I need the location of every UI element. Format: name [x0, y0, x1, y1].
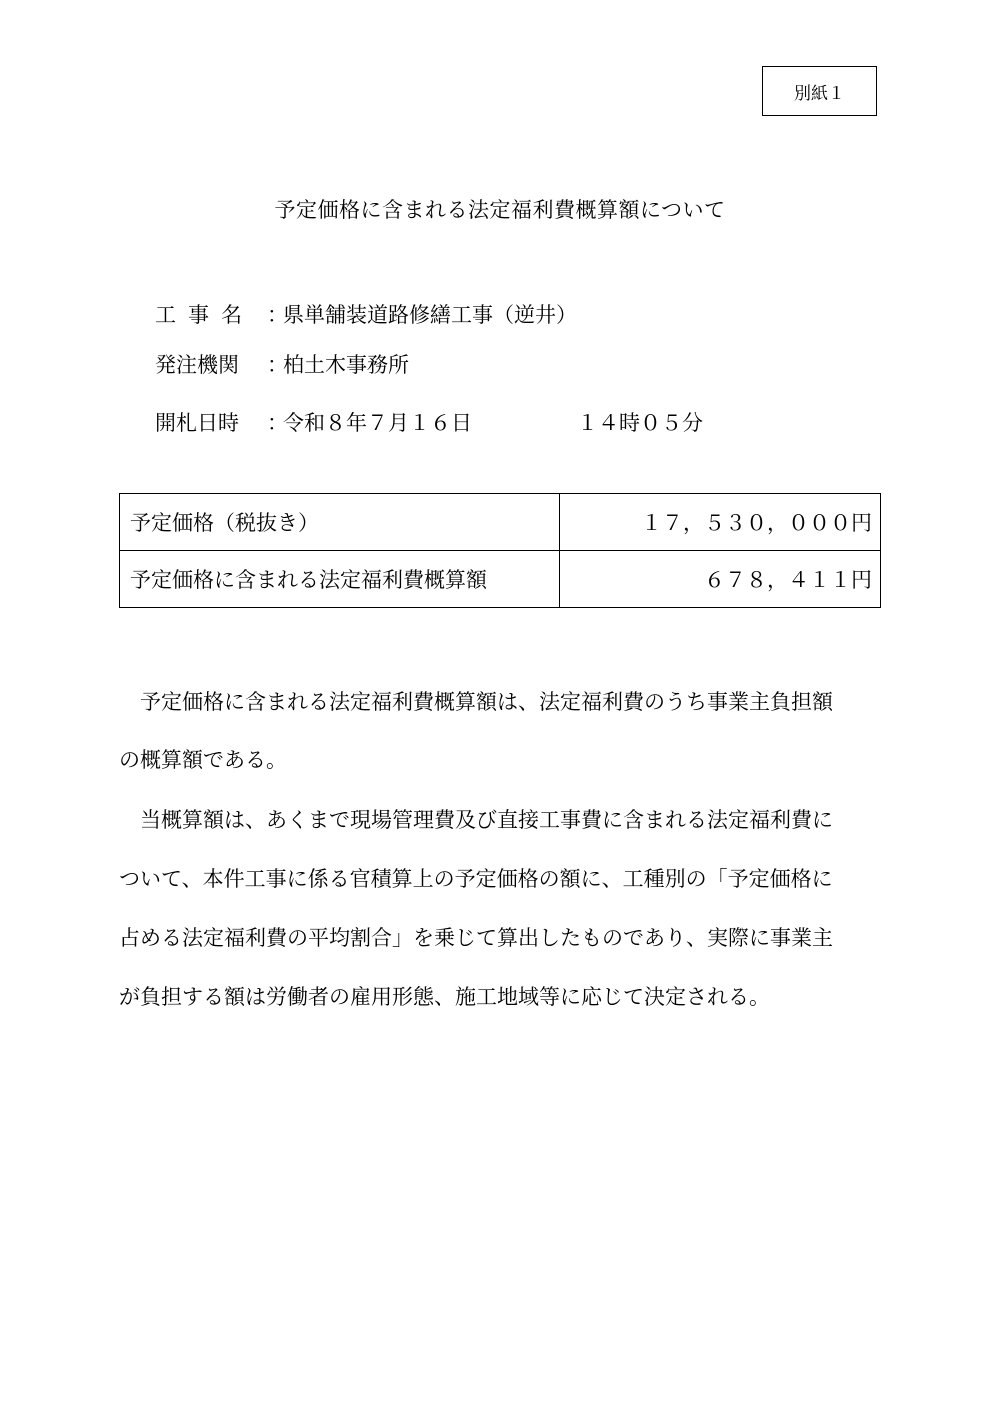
table-row [120, 551, 881, 608]
welfare-cost-value: ６７８，４１１円 [560, 551, 881, 608]
welfare-cost-label: 予定価格に含まれる法定福利費概算額 [120, 551, 560, 608]
bid-opening-date: 令和８年７月１６日 [283, 411, 472, 435]
bid-opening-label: 開札日時 [155, 411, 239, 435]
ordering-agency-value: 柏土木事務所 [283, 353, 409, 377]
ordering-agency-colon: ： [267, 353, 288, 377]
document-title: 予定価格に含まれる法定福利費概算額について [274, 198, 726, 222]
ordering-agency-label: 発注機関 [155, 353, 239, 377]
bid-opening-colon: ： [267, 411, 288, 435]
estimated-price-label: 予定価格（税抜き） [120, 494, 560, 551]
table-row [120, 494, 881, 551]
paragraph-line: 当概算額は、あくまで現場管理費及び直接工事費に含まれる法定福利費に [119, 808, 833, 832]
price-table [119, 493, 881, 608]
bid-opening-time: １４時０５分 [577, 411, 703, 435]
paragraph-line: 予定価格に含まれる法定福利費概算額は、法定福利費のうち事業主負担額 [119, 690, 833, 714]
project-name-colon: ： [267, 303, 288, 327]
attachment-label: 別紙１ [762, 66, 877, 116]
paragraph-line: が負担する額は労働者の雇用形態、施工地域等に応じて決定される。 [119, 985, 770, 1009]
project-name-label: 工事名 [155, 303, 254, 327]
paragraph-line: の概算額である。 [119, 748, 287, 772]
paragraph-line: 占める法定福利費の平均割合」を乗じて算出したものであり、実際に事業主 [119, 926, 833, 950]
paragraph-line: ついて、本件工事に係る官積算上の予定価格の額に、工種別の「予定価格に [119, 867, 833, 891]
estimated-price-value: １７，５３０，０００円 [560, 494, 881, 551]
project-name-value: 県単舗装道路修繕工事（逆井） [283, 303, 577, 327]
